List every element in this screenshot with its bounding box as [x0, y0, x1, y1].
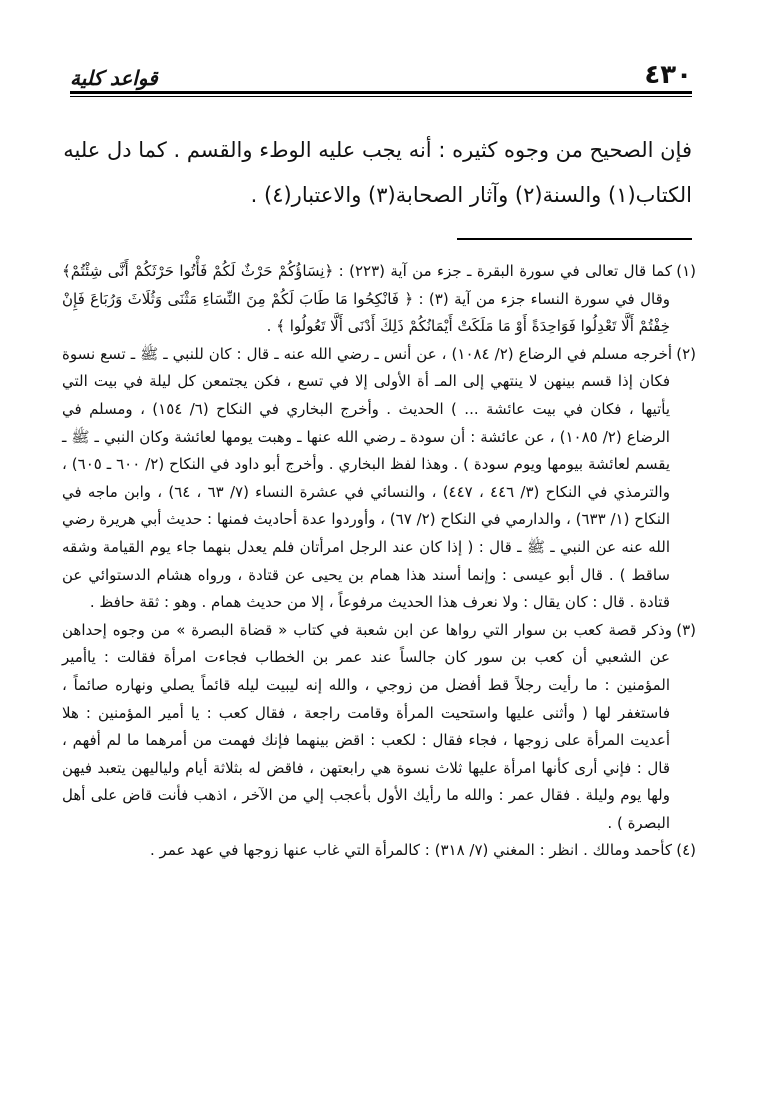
footnote-number: (٢) — [676, 344, 697, 363]
footnote-number: (٤) — [676, 841, 696, 860]
main-line-2: الكتاب(١) والسنة(٢) وآثار الصحابة(٣) والاعتبار(٤) . — [250, 183, 692, 207]
header-rule-thin — [70, 96, 692, 97]
footnotes — [62, 258, 696, 865]
running-title: قواعد كلية — [70, 66, 158, 90]
footnote-text: أخرجه مسلم في الرضاع (٢/ ١٠٨٤) ، عن أنس ـ رضي الله عنه ـ قال : كان للنبي ـ ﷺ ـ تسع نسوة فكان إذا قسم بينهن لا ينتهي إلى المـ أة الأولى إلا في تسع ، فكن يجتمعن كل ليلة في بيت التي يأتيها ، فكان في بيت عائشة ... ) الحديث . وأخرج البخاري في النكاح (٦/ ١٥٤) ، ومسلم في الرضاع (٢/ ١٠٨٥) ، عن عائشة : أن سودة ـ رضي الله عنها ـ وهبت يومها لعائشة وكان النبي ـ ﷺ ـ يقسم لعائشة بيومها ويوم سودة ) . وهذا لفظ البخاري . وأخرج أبو داود في النكاح (٢/ ٦٠٠ ـ ٦٠٥) ، والترمذي في النكاح (٣/ ٤٤٦ ، ٤٤٧) ، والنسائي في عشرة النساء (٧/ ٦٣ ، ٦٤) ، وابن ماجه في النكاح (١/ ٦٣٣) ، والدارمي في النكاح (٢/ ٦٧) ، وأوردوا عدة أحاديث فمنها : حديث أبي هريرة رضي الله عنه عن النبي ـ ﷺ ـ قال : ( إذا كان عند الرجل امرأتان فلم يعدل بنهما جاء يوم القيامة وشقه ساقط ) . قال أبو عيسى : وإنما أسند هذا همام بن يحيى عن قتادة ، ورواه هشام الدستوائي عن قتادة . قال : كان يقال : ولا نعرف هذا الحديث مرفوعاً ، إلا من حديث همام . وهو : ثقة حافظ . — [62, 344, 673, 612]
footnote-3 — [62, 617, 696, 838]
footnote-text: كما قال تعالى في سورة البقرة ـ جزء من آية (٢٢٣) : ﴿نِسَاؤُكُمْ حَرْثٌ لَكُمْ فَأْتُوا حَرْثَكُمْ أَنَّى شِئْتُمْ﴾ وقال في سورة النساء جزء من آية (٣) : ﴿ فَانْكِحُوا مَا طَابَ لَكُمْ مِنَ النِّسَاءِ مَثْنَى وَثُلَاثَ وَرُبَاعَ فَإِنْ خِفْتُمْ أَلَّا تَعْدِلُوا فَوَاحِدَةً أَوْ مَا مَلَكَتْ أَيْمَانُكُمْ ذَلِكَ أَدْنَى أَلَّا تَعُولُوا ﴾ . — [62, 262, 672, 336]
footnote-number: (١) — [676, 262, 696, 280]
page-number: ٤٣٠ — [644, 60, 692, 90]
footnote-1 — [62, 258, 696, 341]
footnote-number: (٣) — [676, 620, 696, 639]
header-rule-thick — [70, 91, 692, 94]
footnote-text: كأحمد ومالك . انظر : المغني (٧/ ٣١٨) : كالمرأة التي غاب عنها زوجها في عهد عمر . — [150, 841, 672, 860]
footnote-4 — [62, 837, 696, 865]
footnote-2 — [62, 341, 696, 617]
page-header — [70, 50, 692, 90]
main-paragraph — [62, 128, 692, 218]
footnote-separator — [457, 238, 692, 240]
footnote-text: وذكر قصة كعب بن سوار التي رواها عن ابن شعبة في كتاب « قضاة البصرة » من وجوه إحداهن عن الشعبي أن كعب بن سور كان جالساً عند عمر بن الخطاب فجاءت امرأة فقالت : ياأمير المؤمنين : ما رأيت رجلاً قط أفضل من زوجي ، والله إنه ليبيت ليله قائماً يصلي ونهاره صائماً ، فاستغفر لها ( وأثنى عليها واستحيت المرأة وقامت راجعة ، فقال كعب : يا أمير المؤمنين : هلا أعديت المرأة على زوجها ، فجاء فقال : لكعب : اقض بينهما فإنك فهمت من أمرهما ما لم أفهم ، قال : فإني أرى كأنها امرأة عليها ثلاث نسوة هي رابعتهن ، فاقض له بثلاثة أيام ولياليهن يتعبد فيهن ولها يوم وليلة . فقال عمر : والله ما رأيك الأول بأعجب إلي من الآخر ، اذهب فأنت قاض على أهل البصرة ) . — [62, 620, 672, 832]
main-line-1: فإن الصحيح من وجوه كثيره : أنه يجب عليه الوطء والقسم . كما دل عليه — [63, 138, 692, 162]
